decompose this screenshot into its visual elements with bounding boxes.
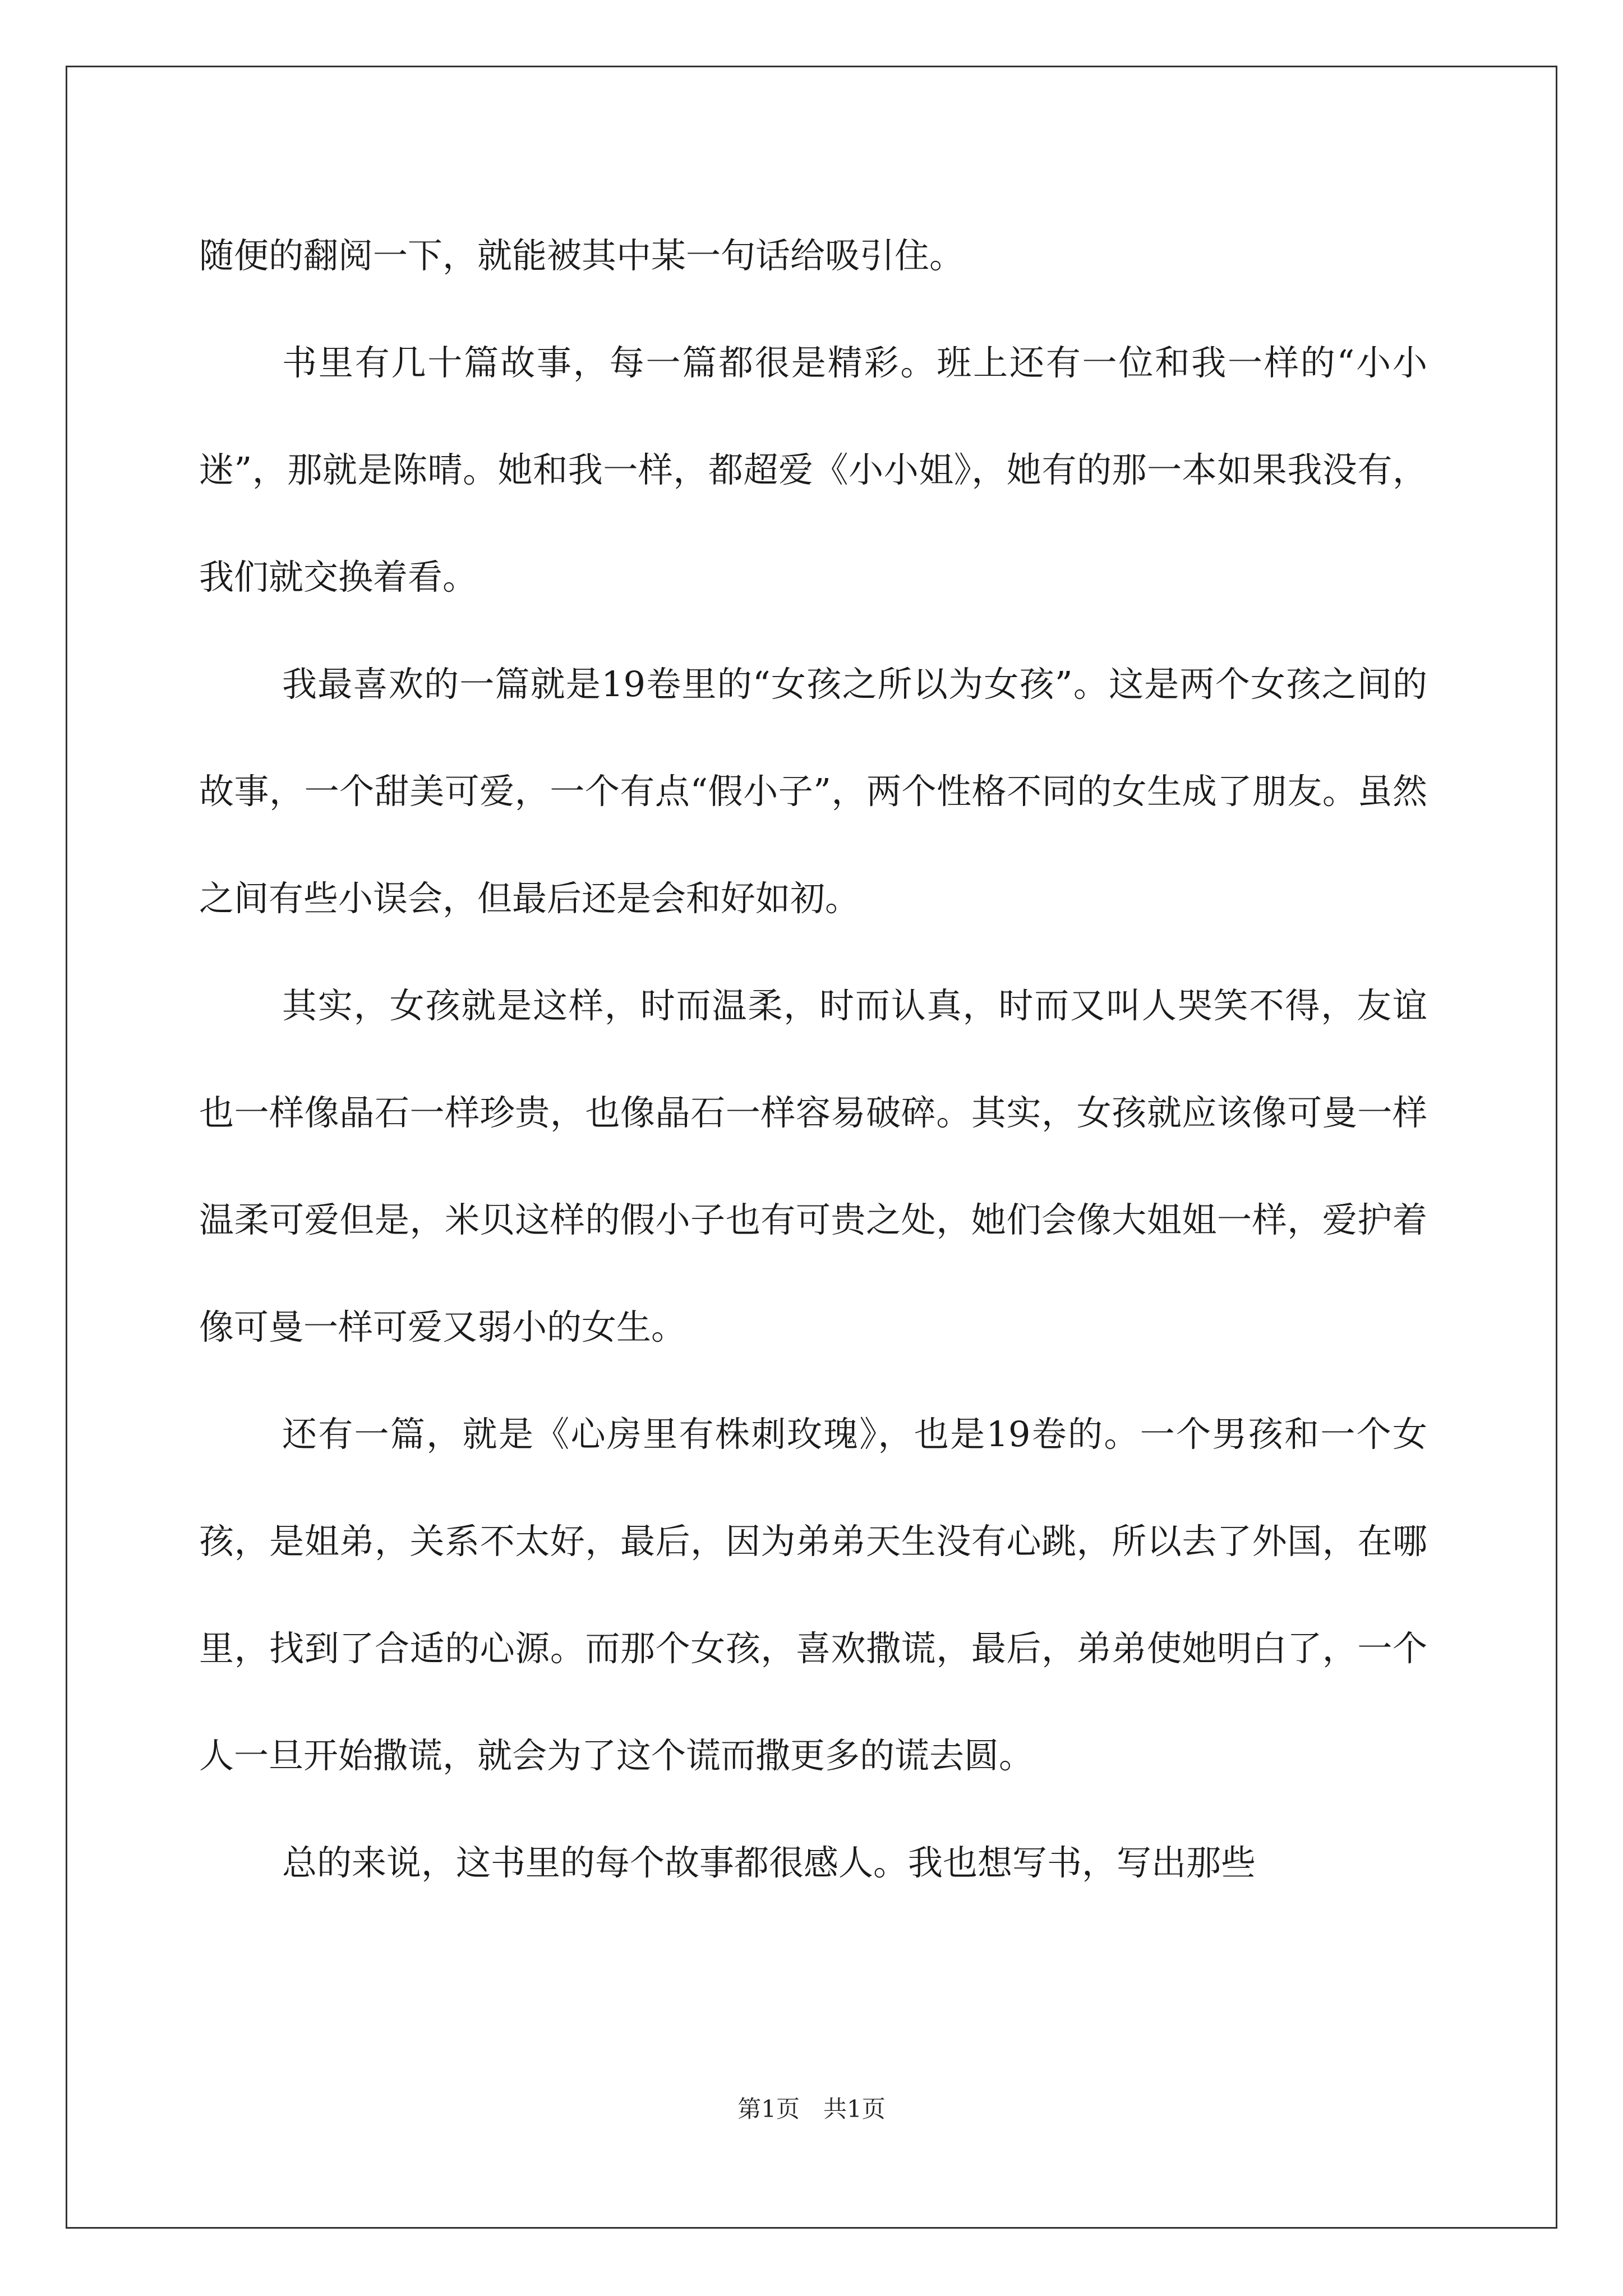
total-pages: 共1页 [823, 2095, 886, 2123]
paragraph-2: 书里有几十篇故事，每一篇都很是精彩。班上还有一位和我一样的“小小迷”，那就是陈晴。她和我一样，都超爱《小小姐》，她有的那一本如果我没有，我们就交换着看。 [199, 342, 1427, 597]
page-footer [0, 2092, 1623, 2126]
paragraph-5: 还有一篇，就是《心房里有株刺玫瑰》，也是19卷的。一个男孩和一个女孩，是姐弟，关系不太好，最后，因为弟弟天生没有心跳，所以去了外国，在哪里，找到了合适的心源。而那个女孩，喜欢撒谎，最后，弟弟使她明白了，一个人一旦开始撒谎，就会为了这个谎而撒更多的谎去圆。 [199, 1414, 1427, 1776]
page-number: 第1页 [737, 2095, 800, 2123]
document-body [199, 202, 1427, 1916]
paragraph-1: 随便的翻阅一下，就能被其中某一句话给吸引住。 [199, 235, 965, 276]
paragraph-4: 其实，女孩就是这样，时而温柔，时而认真，时而又叫人哭笑不得，友谊也一样像晶石一样珍贵，也像晶石一样容易破碎。其实，女孩就应该像可曼一样温柔可爱但是，米贝这样的假小子也有可贵之处，她们会像大姐姐一样，爱护着像可曼一样可爱又弱小的女生。 [199, 985, 1427, 1347]
paragraph-6: 总的来说，这书里的每个故事都很感人。我也想写书，写出那些 [282, 1842, 1256, 1883]
paragraph-3: 我最喜欢的一篇就是19卷里的“女孩之所以为女孩”。这是两个女孩之间的故事，一个甜美可爱，一个有点“假小子”，两个性格不同的女生成了朋友。虽然之间有些小误会，但最后还是会和好如初。 [199, 664, 1427, 919]
